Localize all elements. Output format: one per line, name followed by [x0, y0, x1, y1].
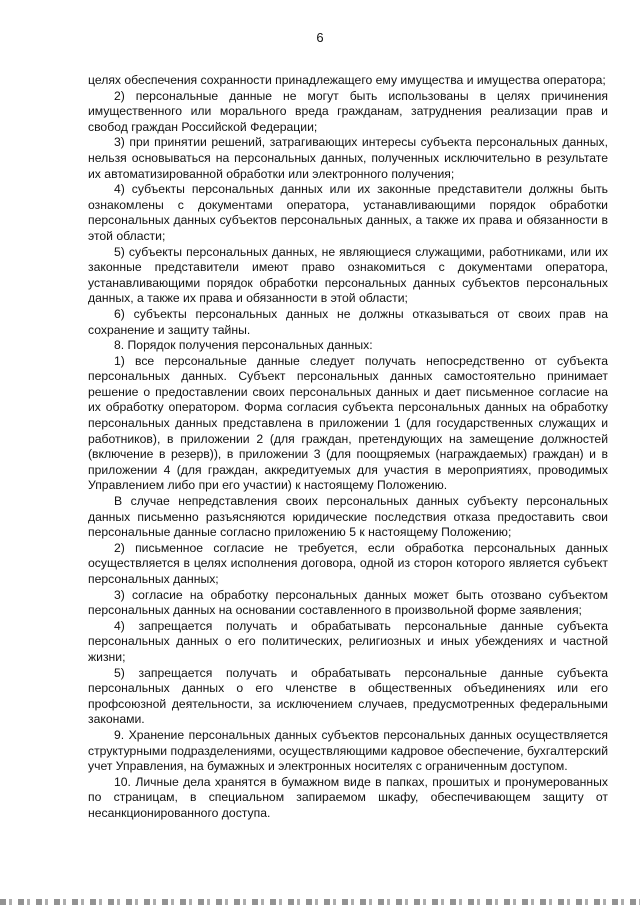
paragraph-item-6: 6) субъекты персональных данных не должны отказываться от своих прав на сохранение и защиту тайны. — [88, 306, 608, 337]
page-number: 6 — [316, 30, 324, 45]
paragraph-item-3: 3) при принятии решений, затрагивающих интересы субъекта персональных данных, нельзя основываться на персональных данных, полученных исключительно в результате их автоматизированной обработки или электронного получения; — [88, 135, 608, 181]
paragraph-item-4: 4) субъекты персональных данных или их законные представители должны быть ознакомлены с документами оператора, устанавливающими порядок обработки персональных данных субъектов персональных данных, а также их права и обязанности в этой области; — [88, 182, 608, 243]
paragraph-8-item-3: 3) согласие на обработку персональных данных может быть отозвано субъектом персональных данных на основании составленного в произвольной форме заявления; — [88, 587, 608, 618]
paragraph-8-item-4: 4) запрещается получать и обрабатывать персональные данные субъекта персональных данных о его политических, религиозных и иных убеждениях и частной жизни; — [88, 618, 608, 664]
scan-bottom-edge — [0, 899, 640, 905]
paragraph-8-item-5: 5) запрещается получать и обрабатывать персональные данные субъекта персональных данных о его членстве в общественных объединениях или его профсоюзной деятельности, за исключением случаев, предусмотренных федеральными законами. — [88, 665, 608, 727]
section-10: 10. Личные дела хранятся в бумажном виде в папках, прошитых и пронумерованных по страницам, в специальном запираемом шкафу, обеспечивающем защиту от несанкционированного доступа. — [88, 774, 608, 820]
paragraph-8-item-1: 1) все персональные данные следует получать непосредственно от субъекта персональных данных. Субъект персональных данных самостоятельно принимает решение о предоставлении своих персональных данных и дает письменное согласие на их обработку оператором. Форма согласия субъекта персональных данных на обработку персональных данных представлена в приложении 1 (для государственных служащих и работников), в приложении 2 (для граждан, претендующих на замещение должностей (включение в резерв)), в приложении 3 (для поощряемых (награждаемых) граждан) и в приложении 4 (для граждан, аккредитуемых для участия в мероприятиях, проводимых Управлением либо при его участии) к настоящему Положению. — [88, 353, 608, 493]
section-8-heading: 8. Порядок получения персональных данных: — [114, 338, 373, 353]
paragraph-8-refusal: В случае непредставления своих персональных данных субъекту персональных данных письменно разъясняются юридические последствия отказа предоставить свои персональные данные согласно приложению 5 к настоящему Положению; — [88, 494, 608, 540]
paragraph-item-2: 2) персональные данные не могут быть использованы в целях причинения имущественного или морального вреда гражданам, затруднения реализации прав и свобод граждан Российской Федерации; — [88, 88, 608, 134]
paragraph-item-5: 5) субъекты персональных данных, не являющиеся служащими, работниками, или их законные представители имеют право ознакомиться с документами оператора, устанавливающими порядок обработки персональных данных субъектов персональных данных, а также их права и обязанности в этой области; — [88, 244, 608, 306]
section-9: 9. Хранение персональных данных субъектов персональных данных осуществляется структурными подразделениями, осуществляющими кадровое обеспечение, бухгалтерский учет Управления, на бумажных и электронных носителях с ограниченным доступом. — [88, 727, 608, 774]
paragraph-continuation: целях обеспечения сохранности принадлежащего ему имущества и имущества оператора; — [88, 73, 606, 87]
document-body — [88, 73, 608, 822]
paragraph-8-item-2: 2) письменное согласие не требуется, если обработка персональных данных осуществляется в целях исполнения договора, одной из сторон которого является субъект персональных данных; — [88, 540, 608, 586]
